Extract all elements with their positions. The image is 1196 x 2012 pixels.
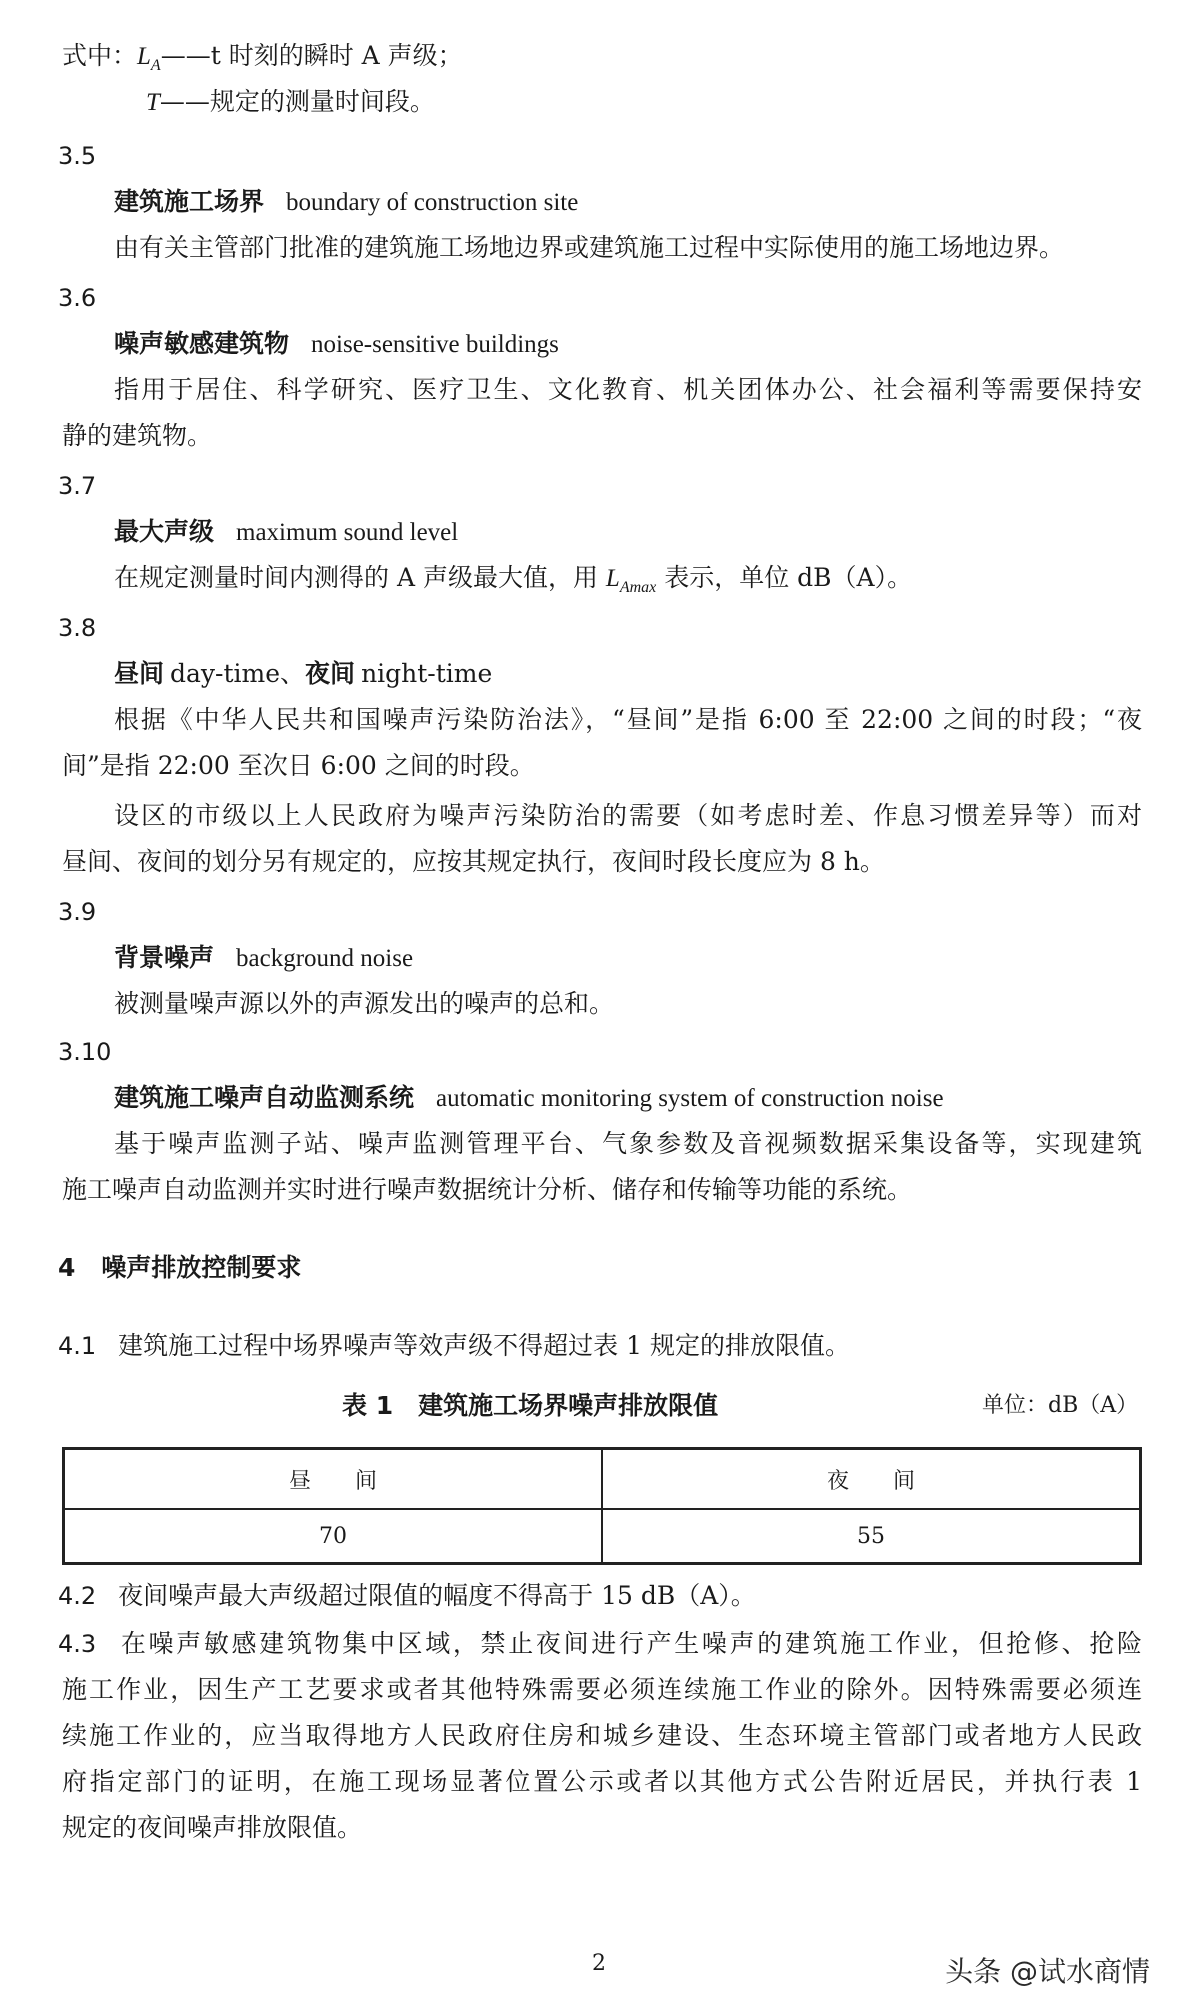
clause-number: 3.10	[58, 1038, 112, 1066]
table-cell: 70	[64, 1509, 603, 1564]
formula-note-line-1: 式中：$L_A——t$ 时刻的瞬时 A 声级；	[62, 41, 463, 74]
watermark: 头条 @试水商情	[945, 1955, 1150, 1988]
table-title: 表 1 建筑施工场界噪声排放限值	[342, 1391, 719, 1420]
symbol-t: T	[146, 89, 160, 116]
term-definition: 被测量噪声源以外的声源发出的噪声的总和。	[114, 989, 615, 1018]
term-definition: 间”是指 22:00 至次日 6:00 之间的时段。	[62, 751, 535, 780]
table-header-row	[64, 1449, 1141, 1510]
term-definition: 设区的市级以上人民政府为噪声污染防治的需要（如考虑时差、作息习惯差异等）而对	[114, 801, 1142, 830]
formula-note-line-2: T——规定的测量时间段。	[146, 87, 435, 116]
clause-4-3-line: 续施工作业的，应当取得地方人民政府住房和城乡建设、生态环境主管部门或者地方人民政	[62, 1721, 1142, 1750]
clause-4-3-line: 府指定部门的证明，在施工现场显著位置公示或者以其他方式公告附近居民，并执行表 1	[62, 1767, 1142, 1796]
section-heading: 4 噪声排放控制要求	[58, 1253, 302, 1282]
term-definition: 昼间、夜间的划分另有规定的，应按其规定执行，夜间时段长度应为 8 h。	[62, 847, 885, 876]
page-number: 2	[592, 1951, 606, 1976]
symbol-la: L	[137, 43, 151, 70]
clause-number: 3.5	[58, 142, 97, 170]
term-definition: 由有关主管部门批准的建筑施工场地边界或建筑施工过程中实际使用的施工场地边界。	[114, 233, 1065, 262]
clause-4-3-line: 规定的夜间噪声排放限值。	[62, 1813, 363, 1842]
clause-4-2: 4.2 夜间噪声最大声级超过限值的幅度不得高于 15 dB（A）。	[58, 1581, 756, 1610]
clause-number: 3.9	[58, 898, 97, 926]
clause-number: 3.6	[58, 284, 97, 312]
symbol-lamax: L	[605, 565, 620, 592]
table-row	[64, 1509, 1141, 1564]
term-heading: 背景噪声 background noise	[114, 943, 414, 972]
clause-number: 3.8	[58, 614, 97, 642]
term-heading: 建筑施工噪声自动监测系统 automatic monitoring system of construction noise	[114, 1083, 944, 1112]
term-definition: 根据《中华人民共和国噪声污染防治法》，“昼间”是指 6:00 至 22:00 之间的时段；“夜	[114, 705, 1142, 734]
table-header-cell: 昼 间	[64, 1449, 603, 1510]
table-unit: 单位：dB（A）	[982, 1393, 1139, 1418]
table-cell: 55	[602, 1509, 1141, 1564]
term-definition: 在规定测量时间内测得的 A 声级最大值，用 $L_{Amax}$ 表示，单位 dB（A）。	[114, 563, 913, 596]
table-header-cell: 夜 间	[602, 1449, 1141, 1510]
term-definition: 基于噪声监测子站、噪声监测管理平台、气象参数及音视频数据采集设备等，实现建筑	[114, 1129, 1142, 1158]
noise-limit-table	[62, 1447, 1142, 1565]
clause-number: 3.7	[58, 472, 97, 500]
term-heading: 建筑施工场界 boundary of construction site	[114, 187, 579, 216]
clause-4-3: 4.3 在噪声敏感建筑物集中区域，禁止夜间进行产生噪声的建筑施工作业，但抢修、抢险	[58, 1629, 1142, 1658]
term-heading: 最大声级 maximum sound level	[114, 517, 459, 546]
term-definition: 指用于居住、科学研究、医疗卫生、文化教育、机关团体办公、社会福利等需要保持安	[114, 375, 1142, 404]
clause-4-3-line: 施工作业，因生产工艺要求或者其他特殊需要必须连续施工作业的除外。因特殊需要必须连	[62, 1675, 1142, 1704]
term-heading: 噪声敏感建筑物 noise-sensitive buildings	[114, 329, 559, 358]
clause-4-1: 4.1 建筑施工过程中场界噪声等效声级不得超过表 1 规定的排放限值。	[58, 1331, 850, 1360]
term-definition: 施工噪声自动监测并实时进行噪声数据统计分析、储存和传输等功能的系统。	[62, 1175, 913, 1204]
term-definition: 静的建筑物。	[62, 421, 213, 450]
term-heading: 昼间 day-time、夜间 night-time	[114, 659, 493, 688]
